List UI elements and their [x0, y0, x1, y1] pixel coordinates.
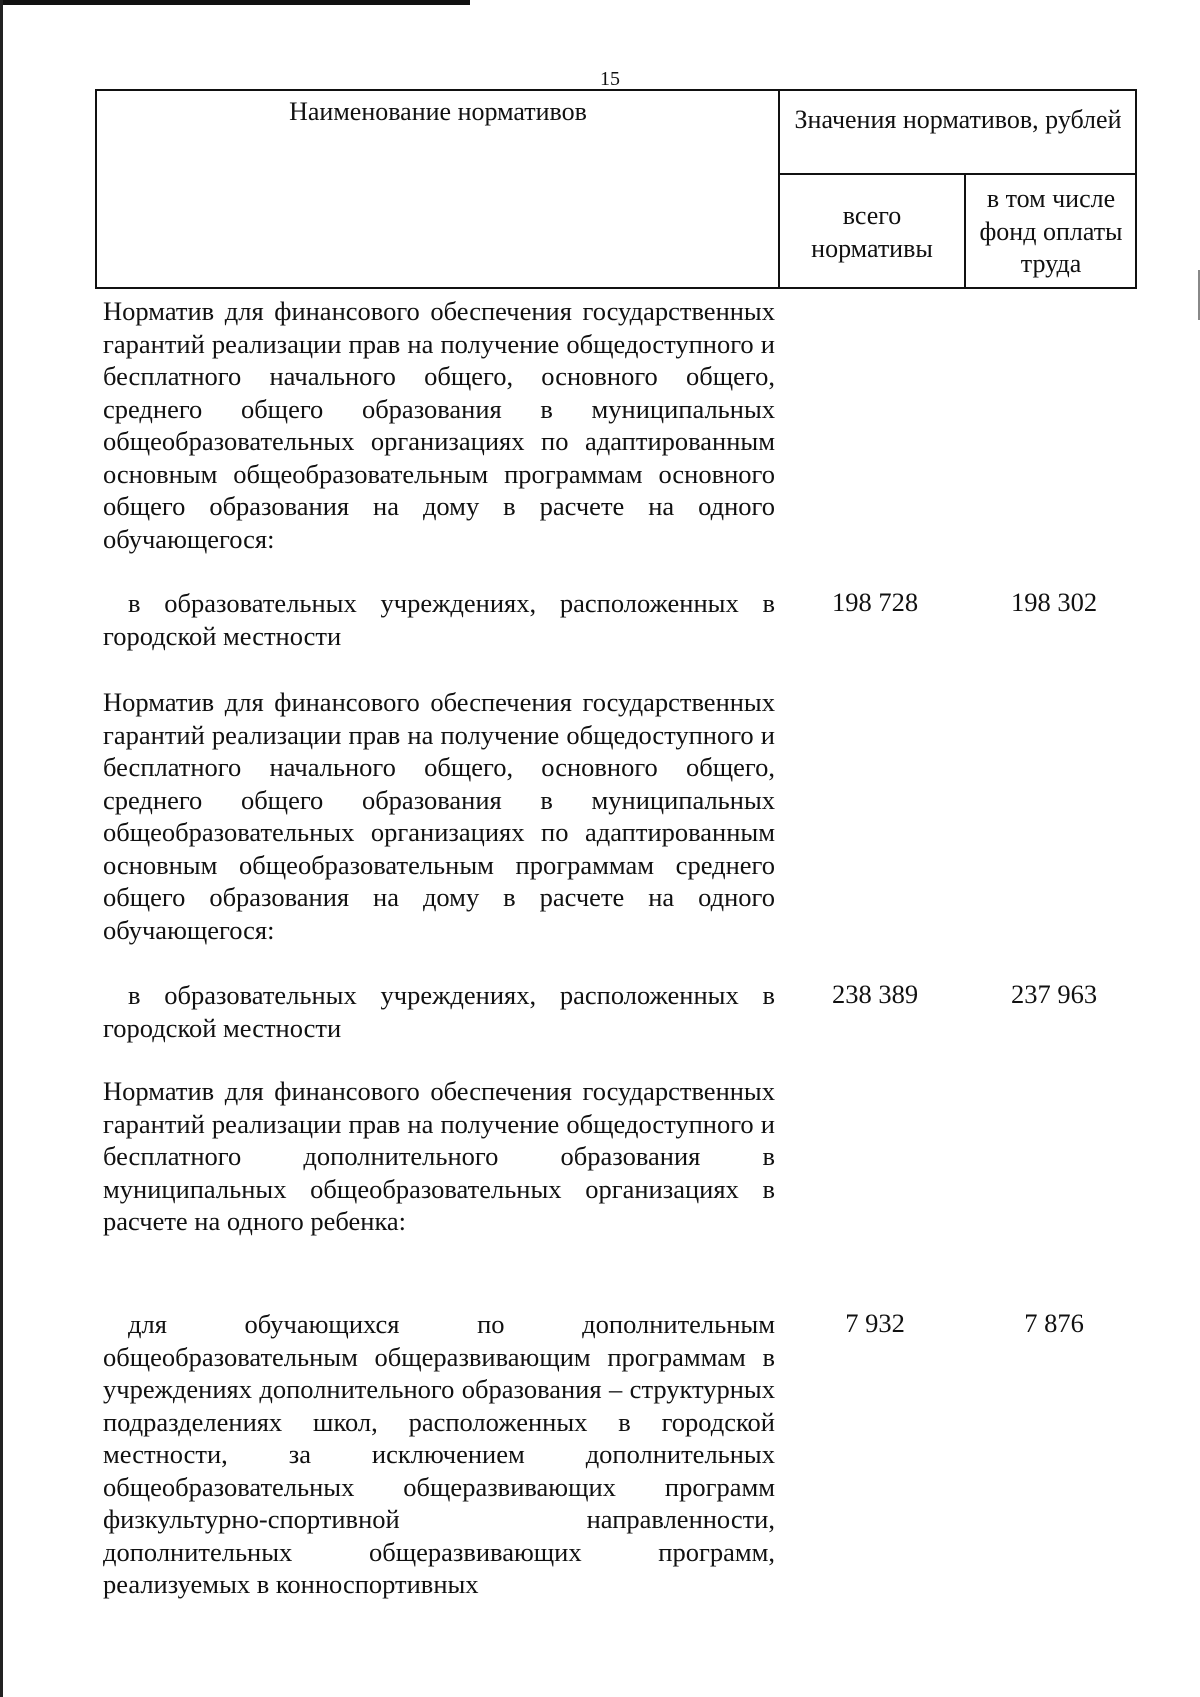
- norm-heading: Норматив для финансового обеспечения государственных гарантий реализации прав на получение общедоступного и бесплатного начального общего, основного общего, среднего общего образования в муниципальных общеобразовательных организациях по адаптированным основным общеобразовательным программам основного общего образования на дому в расчете на одного обучающегося:: [103, 296, 775, 554]
- norm-item: в образовательных учреждениях, расположенных в городской местности: [103, 980, 775, 1043]
- norm-total-value: 198 728: [831, 587, 919, 617]
- norm-fund-value: 237 963: [1010, 979, 1098, 1009]
- page-number: 15: [600, 68, 620, 90]
- norm-heading: Норматив для финансового обеспечения государственных гарантий реализации прав на получение общедоступного и бесплатного дополнительного образования в муниципальных общеобразовательных организациях в расчете на одного ребенка:: [103, 1076, 775, 1236]
- scan-edge-top: [0, 0, 470, 5]
- norm-item: в образовательных учреждениях, расположенных в городской местности: [103, 588, 775, 651]
- scan-edge-left: [0, 0, 3, 1697]
- header-name-column: Наименование нормативов: [289, 97, 587, 126]
- header-total-column: всего нормативы: [811, 201, 933, 263]
- norm-fund-value: 7 876: [1024, 1308, 1084, 1338]
- norm-fund-value: 198 302: [1010, 587, 1098, 617]
- header-divider-horizontal: [778, 173, 1137, 175]
- norm-item: для обучающихся по дополнительным общеобразовательным общеразвивающим программам в учреждениях дополнительного образования – структурных подразделениях школ, расположенных в городской местности, за исключением дополнительных общеобразовательных общеразвивающих программ физкультурно-спортивной направленности, дополнительных общеразвивающих программ, реализуемых в конноспортивных: [103, 1309, 775, 1599]
- header-fund-column: в том числе фонд оплаты труда: [979, 184, 1123, 278]
- header-values-column: Значения нормативов, рублей: [794, 105, 1122, 134]
- norm-total-value: 7 932: [845, 1308, 905, 1338]
- norm-heading: Норматив для финансового обеспечения государственных гарантий реализации прав на получение общедоступного и бесплатного начального общего, основного общего, среднего общего образования в муниципальных общеобразовательных организациях по адаптированным основным общеобразовательным программам среднего общего образования на дому в расчете на одного обучающегося:: [103, 687, 775, 945]
- header-divider-vertical: [778, 89, 780, 289]
- norm-total-value: 238 389: [831, 979, 919, 1009]
